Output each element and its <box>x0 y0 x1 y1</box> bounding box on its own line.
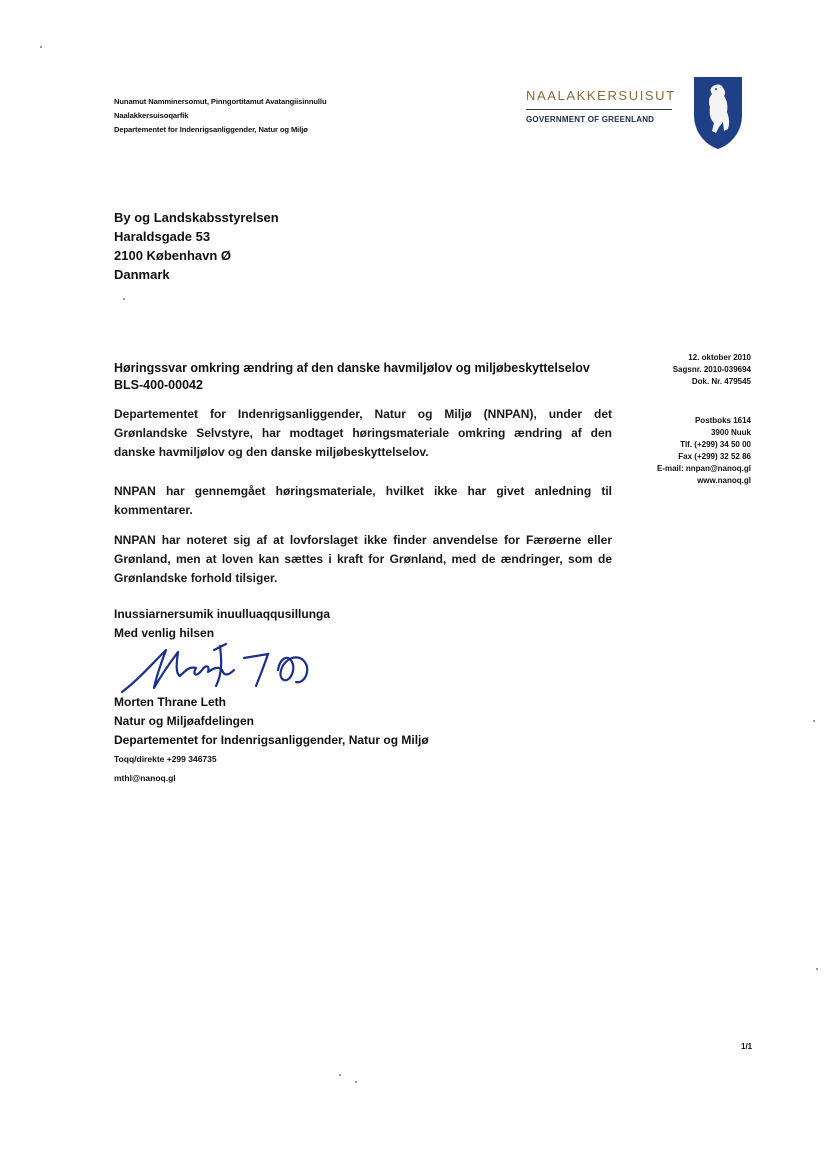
signer-direct-phone: Toqq/direkte +299 346735 <box>114 754 217 764</box>
signer-email: mthl@nanoq.gl <box>114 773 176 783</box>
closing-greenlandic: Inussiarnersumik inuulluaqqusillunga <box>114 607 331 621</box>
postbox: Postboks 1614 <box>694 416 751 425</box>
case-number: Sagsnr. 2010-039694 <box>672 365 751 374</box>
letter-date: 12. oktober 2010 <box>688 353 751 362</box>
postal-city: 3900 Nuuk <box>710 428 751 437</box>
recipient-line: Haraldsgade 53 <box>114 229 211 244</box>
government-name: NAALAKKERSUISUT <box>526 88 676 103</box>
closing-danish: Med venlig hilsen <box>114 626 215 640</box>
government-subtitle: GOVERNMENT OF GREENLAND <box>526 115 655 124</box>
reference-column <box>657 352 751 487</box>
scan-speck <box>816 968 818 970</box>
fax: Fax (+299) 32 52 86 <box>678 452 751 461</box>
body-paragraph-3: NNPAN har noteret sig af at lovforslaget ikke finder anvendelse for Færøerne eller Grønland, men at loven kan sættes i kraft for Grønland, med de ændringer, som de Grønlandske forhold tilsiger. <box>114 533 612 585</box>
body-paragraph-2: NNPAN har gennemgået høringsmateriale, hvilket ikke har givet anledning til kommentarer. <box>114 484 612 517</box>
signer-department: Departementet for Indenrigsanliggender, Natur og Miljø <box>114 733 429 747</box>
recipient-line: By og Landskabsstyrelsen <box>114 210 279 225</box>
closing-greeting <box>114 605 330 643</box>
scan-speck <box>813 720 815 722</box>
polar-bear-coat-of-arms-icon <box>692 75 744 151</box>
recipient-line: Danmark <box>114 267 170 282</box>
document-number: Dok. Nr. 479545 <box>691 377 751 386</box>
website: www.nanoq.gl <box>697 476 751 485</box>
scan-speck <box>355 1081 357 1083</box>
header-line-greenlandic: Nunamut Namminersomut, Pinngortitamut Avatangiisinnullu <box>114 97 327 106</box>
subject-title: Høringssvar omkring ændring af den danske havmiljølov og miljøbeskyttelselov <box>114 361 590 375</box>
letter-subject <box>114 360 614 394</box>
subject-reference: BLS-400-00042 <box>114 378 203 392</box>
sender-header <box>114 95 326 137</box>
recipient-address <box>114 208 279 284</box>
signer-unit: Natur og Miljøafdelingen <box>114 714 254 728</box>
header-line-danish: Departementet for Indenrigsanliggender, Natur og Miljø <box>114 125 308 134</box>
logo-divider <box>526 109 672 110</box>
scan-speck <box>123 298 125 300</box>
contact-email: E-mail: nnpan@nanoq.gl <box>656 464 751 473</box>
page-number: 1/1 <box>741 1042 753 1051</box>
signer-block <box>114 693 429 788</box>
government-logo-text <box>526 88 676 124</box>
signer-name: Morten Thrane Leth <box>114 695 227 709</box>
handwritten-signature <box>118 640 318 700</box>
telephone: Tlf. (+299) 34 50 00 <box>680 440 751 449</box>
body-paragraph-1: Departementet for Indenrigsanliggender, Natur og Miljø (NNPAN), under det Grønlandske Selvstyre, har modtaget høringsmateriale omkring ændring af den danske havmiljølov og den danske miljøbeskyttelselov. <box>114 407 612 459</box>
header-line-ministry: Naalakkersuisoqarfik <box>114 111 189 120</box>
scan-speck <box>339 1074 341 1076</box>
scan-speck <box>40 46 42 48</box>
recipient-line: 2100 København Ø <box>114 248 232 263</box>
